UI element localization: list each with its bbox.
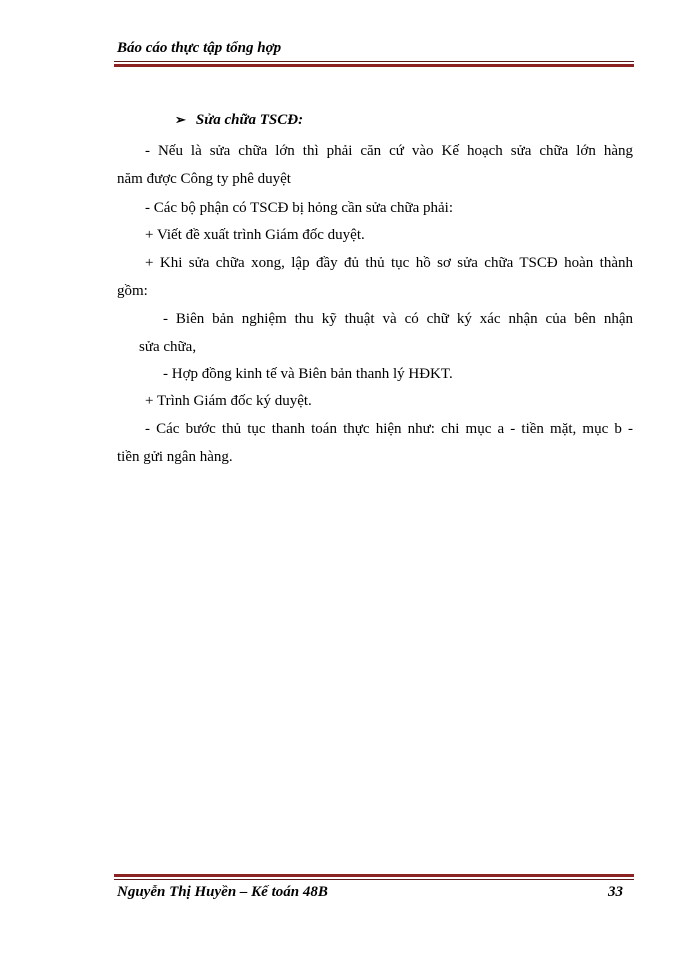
body-line-10: + Trình Giám đốc ký duyệt. [145, 393, 312, 409]
body-line-2: năm được Công ty phê duyệt [117, 171, 291, 187]
header-rule-thin [114, 61, 634, 62]
header-title: Báo cáo thực tập tổng hợp [117, 40, 282, 56]
body-line-12: tiền gửi ngân hàng. [117, 449, 233, 465]
body-line-3: - Các bộ phận có TSCĐ bị hỏng cần sửa chữa phải: [145, 200, 453, 216]
body-line-11: - Các bước thủ tục thanh toán thực hiện như: chi mục a - tiền mặt, mục b - [145, 421, 633, 437]
footer-rule-thick [114, 874, 634, 877]
body-line-4: + Viết đề xuất trình Giám đốc duyệt. [145, 227, 365, 243]
footer-author: Nguyễn Thị Huyền – Kế toán 48B [117, 884, 328, 900]
section-heading-text: Sửa chữa TSCĐ: [195, 112, 304, 128]
header-rule-thick [114, 64, 634, 67]
body-line-9: - Hợp đồng kinh tế và Biên bản thanh lý HĐKT. [163, 366, 453, 382]
arrow-bullet-icon: ➢ [175, 112, 186, 127]
body-line-7: - Biên bản nghiệm thu kỹ thuật và có chữ ký xác nhận của bên nhận [163, 311, 633, 327]
body-line-6: gồm: [117, 283, 148, 299]
body-line-1: - Nếu là sửa chữa lớn thì phải căn cứ vào Kế hoạch sửa chữa lớn hàng [145, 143, 633, 159]
footer-rule-thin [114, 879, 634, 880]
body-line-5: + Khi sửa chữa xong, lập đầy đủ thủ tục hồ sơ sửa chữa TSCĐ hoàn thành [145, 255, 633, 271]
page-number: 33 [608, 884, 623, 900]
body-line-8: sửa chữa, [139, 339, 197, 355]
section-heading [175, 112, 303, 129]
